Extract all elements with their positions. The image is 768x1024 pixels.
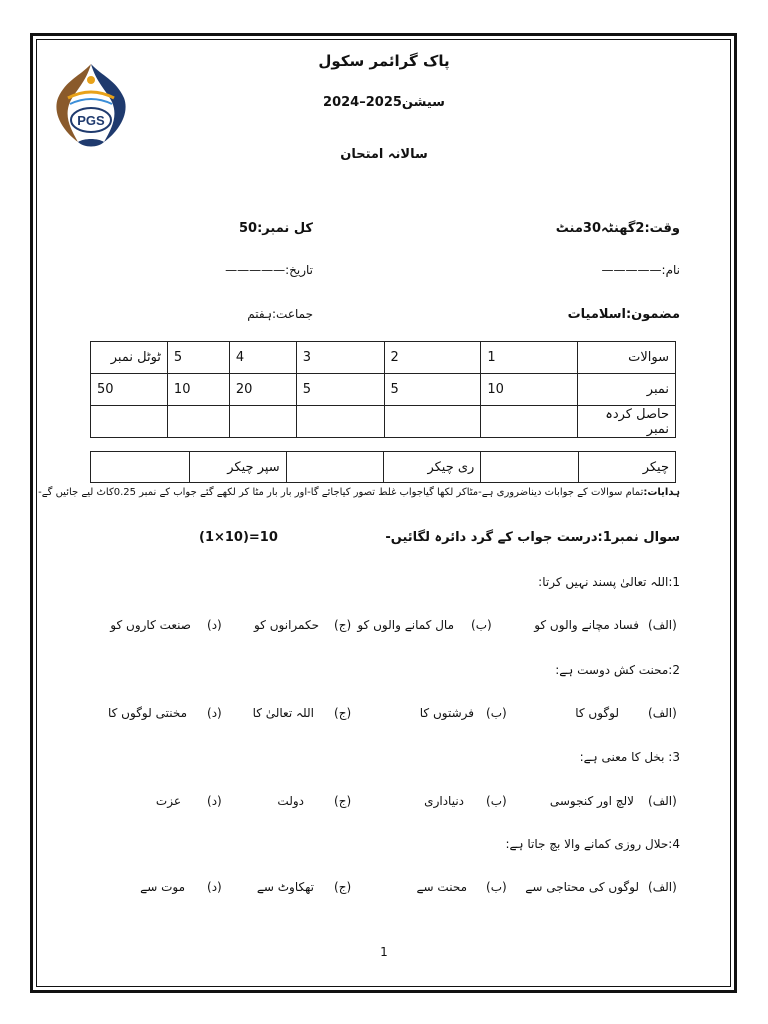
- option-text[interactable]: محنت سے: [416, 880, 467, 894]
- rechecker-blank[interactable]: [286, 452, 384, 483]
- marks-table: [90, 341, 676, 438]
- table-cell: 1: [481, 342, 578, 374]
- marks-row-obtained: [91, 406, 676, 438]
- table-cell: 20: [229, 374, 296, 406]
- option-text[interactable]: فساد مچانے والوں کو: [534, 618, 639, 632]
- marks-row-questions: [91, 342, 676, 374]
- table-cell: 50: [91, 374, 168, 406]
- option-text[interactable]: مال کمانے والوں کو: [357, 618, 454, 632]
- option-text[interactable]: لوگوں کی محتاجی سے: [525, 880, 639, 894]
- table-cell: 5: [384, 374, 481, 406]
- instructions-text: تمام سوالات کے جوابات دیناضروری ہے-مٹاکر لکھا گیاجواب غلط تصور کیاجائے گا-اور بار بار مٹا کر لکھے گئے جواب کے نمبر 0.25کاٹ لیے جائیں گے-: [38, 487, 644, 498]
- option-text[interactable]: فرشتوں کا: [419, 706, 474, 720]
- checker-table: [90, 451, 676, 483]
- mcq-options-3: [0, 794, 768, 814]
- school-name: پاک گرائمر سکول: [318, 52, 450, 70]
- total-marks-label: کل نمبر:50: [239, 221, 313, 236]
- option-marker: (ج): [334, 618, 352, 632]
- marks-row-marks: [91, 374, 676, 406]
- name-label: نام:: [661, 263, 680, 277]
- option-marker: (الف): [648, 880, 677, 894]
- subject-label: مضمون:اسلامیات: [567, 307, 680, 322]
- mcq-options-1: [0, 618, 768, 638]
- mcq-stem-4: 4:حلال روزی کمانے والا بچ جاتا ہے:: [505, 837, 680, 851]
- option-marker: (د): [207, 706, 222, 720]
- table-cell-empty[interactable]: [229, 406, 296, 438]
- option-marker: (ب): [486, 794, 507, 808]
- question-marks: (1×10)=10: [199, 530, 278, 545]
- table-cell: حاصل کردہ نمبر: [578, 406, 676, 438]
- superchecker-blank[interactable]: [91, 452, 190, 483]
- checker-blank[interactable]: [481, 452, 579, 483]
- option-marker: (ب): [471, 618, 492, 632]
- table-cell: 4: [229, 342, 296, 374]
- option-text[interactable]: مخنتی لوگوں کا: [108, 706, 187, 720]
- table-cell: 2: [384, 342, 481, 374]
- table-cell: سوالات: [578, 342, 676, 374]
- table-cell: 5: [296, 374, 384, 406]
- date-field: [225, 263, 313, 277]
- option-marker: (ج): [334, 706, 352, 720]
- class-label: جماعت:ہفتم: [247, 307, 313, 321]
- table-cell-empty[interactable]: [296, 406, 384, 438]
- checker-label: چیکر: [579, 452, 676, 483]
- option-text[interactable]: لالچ اور کنجوسی: [549, 794, 634, 808]
- option-text[interactable]: دنیاداری: [424, 794, 464, 808]
- date-blank: —————: [225, 263, 286, 277]
- option-marker: (ب): [486, 706, 507, 720]
- mcq-options-2: [0, 706, 768, 726]
- instructions-label: ہدایات:: [643, 487, 680, 498]
- mcq-options-4: [0, 880, 768, 900]
- option-marker: (د): [207, 794, 222, 808]
- name-field: [602, 263, 680, 277]
- option-marker: (الف): [648, 706, 677, 720]
- mcq-stem-1: 1:اللہ تعالیٰ پسند نہیں کرتا:: [538, 575, 680, 589]
- table-cell: 10: [167, 374, 229, 406]
- table-cell-empty[interactable]: [167, 406, 229, 438]
- table-cell-empty[interactable]: [384, 406, 481, 438]
- rechecker-label: ری چیکر: [384, 452, 481, 483]
- option-marker: (ب): [486, 880, 507, 894]
- question-title: سوال نمبر1:درست جواب کے گرد دائرہ لگائیں-: [385, 530, 680, 545]
- time-label: وقت:2گھنٹہ30منٹ: [555, 221, 680, 236]
- table-cell: 10: [481, 374, 578, 406]
- page-number: 1: [380, 945, 388, 959]
- option-text[interactable]: صنعت کاروں کو: [110, 618, 191, 632]
- date-label: تاریخ:: [285, 263, 313, 277]
- instructions: [38, 487, 680, 498]
- table-cell: ٹوٹل نمبر: [91, 342, 168, 374]
- mcq-stem-2: 2:محنت کش دوست ہے:: [555, 663, 680, 677]
- table-cell: نمبر: [578, 374, 676, 406]
- option-marker: (ج): [334, 794, 352, 808]
- table-cell-empty[interactable]: [91, 406, 168, 438]
- logo-text: PGS: [77, 113, 105, 128]
- mcq-stem-3: 3: بخل کا معنی ہے:: [579, 750, 680, 764]
- school-logo: [52, 58, 130, 152]
- name-blank: —————: [601, 263, 662, 277]
- table-cell: 5: [167, 342, 229, 374]
- option-text[interactable]: موت سے: [140, 880, 185, 894]
- session-label: سیشن2025–2024: [323, 95, 445, 110]
- option-text[interactable]: اللہ تعالیٰ کا: [252, 706, 314, 720]
- checker-row: [91, 452, 676, 483]
- option-text[interactable]: حکمرانوں کو: [253, 618, 319, 632]
- option-text[interactable]: تھکاوٹ سے: [256, 880, 314, 894]
- table-cell: 3: [296, 342, 384, 374]
- option-marker: (الف): [648, 794, 677, 808]
- option-text[interactable]: عزت: [155, 794, 181, 808]
- option-marker: (د): [207, 880, 222, 894]
- option-marker: (الف): [648, 618, 677, 632]
- option-text[interactable]: لوگوں کا: [575, 706, 619, 720]
- exam-title: سالانہ امتحان: [340, 147, 428, 162]
- option-marker: (ج): [334, 880, 352, 894]
- table-cell-empty[interactable]: [481, 406, 578, 438]
- option-marker: (د): [207, 618, 222, 632]
- superchecker-label: سپر چیکر: [189, 452, 286, 483]
- option-text[interactable]: دولت: [277, 794, 304, 808]
